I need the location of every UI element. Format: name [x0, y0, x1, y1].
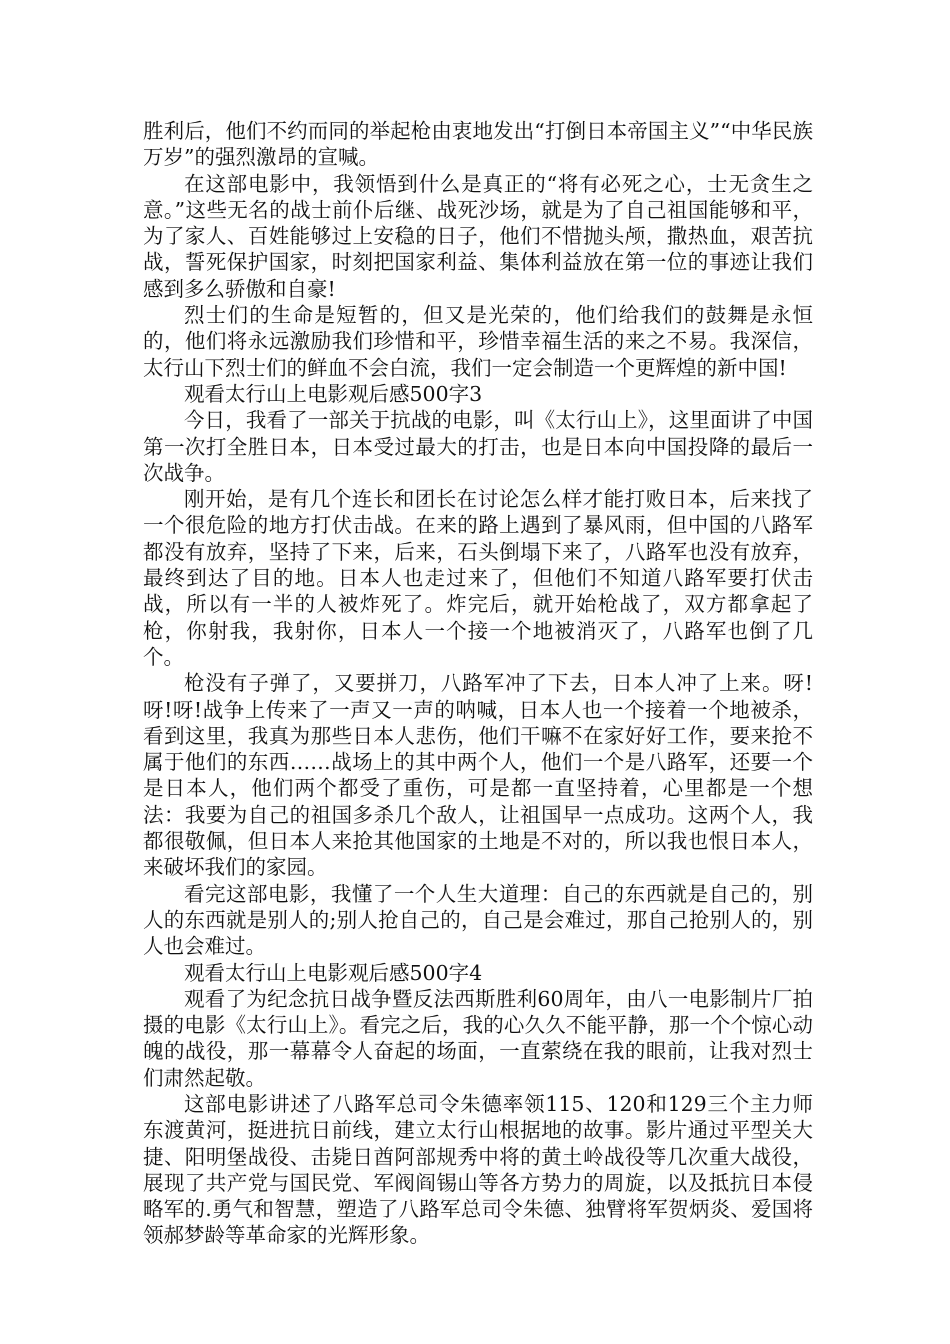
paragraph: 胜利后，他们不约而同的举起枪由衷地发出“打倒日本帝国主义”“中华民族万岁”的强烈激昂的宣喊。 [143, 119, 813, 170]
paragraph: 烈士们的生命是短暂的，但又是光荣的，他们给我们的鼓舞是永恒的，他们将永远激励我们珍惜和平，珍惜幸福生活的来之不易。我深信，太行山下烈士们的鲜血不会白流，我们一定会制造一个更辉煌的新中国! [143, 303, 813, 380]
section-heading: 观看太行山上电影观后感500字4 [184, 960, 483, 985]
document-page [143, 118, 813, 1249]
paragraph: 在这部电影中，我领悟到什么是真正的“将有必死之心，士无贪生之意。”这些无名的战士前仆后继、战死沙场，就是为了自己祖国能够和平，为了家人、百姓能够过上安稳的日子，他们不惜抛头颅，撒热血，艰苦抗战，誓死保护国家，时刻把国家利益、集体利益放在第一位的事迹让我们感到多么骄傲和自豪! [143, 171, 813, 301]
section-heading: 观看太行山上电影观后感500字3 [184, 381, 483, 406]
paragraph: 枪没有子弹了，又要拼刀，八路军冲了下去，日本人冲了上来。呀!呀!呀!战争上传来了一声又一声的呐喊，日本人也一个接着一个地被杀，看到这里，我真为那些日本人悲伤，他们干嘛不在家好好工作，要来抢不属于他们的东西……战场上的其中两个人，他们一个是八路军，还要一个是日本人，他们两个都受了重伤，可是都一直坚持着，心里都是一个想法：我要为自己的祖国多杀几个敌人，让祖国早一点成功。这两个人，我都很敬佩，但日本人来抢其他国家的土地是不对的，所以我也恨日本人，来破坏我们的家园。 [143, 671, 813, 880]
paragraph: 刚开始，是有几个连长和团长在讨论怎么样才能打败日本，后来找了一个很危险的地方打伏击战。在来的路上遇到了暴风雨，但中国的八路军都没有放弃，坚持了下来，后来，石头倒塌下来了，八路军也没有放弃，最终到达了目的地。日本人也走过来了，但他们不知道八路军要打伏击战，所以有一半的人被炸死了。炸完后，就开始枪战了，双方都拿起了枪，你射我，我射你，日本人一个接一个地被消灭了，八路军也倒了几个。 [143, 487, 813, 669]
paragraph: 观看了为纪念抗日战争暨反法西斯胜利60周年，由八一电影制片厂拍摄的电影《太行山上》。看完之后，我的心久久不能平静，那一个个惊心动魄的战役，那一幕幕令人奋起的场面，一直萦绕在我的眼前，让我对烈士们肃然起敬。 [143, 986, 813, 1090]
paragraph: 看完这部电影，我懂了一个人生大道理：自己的东西就是自己的，别人的东西就是别人的;别人抢自己的，自己是会难过，那自己抢别人的，别人也会难过。 [143, 881, 813, 959]
paragraph: 这部电影讲述了八路军总司令朱德率领115、120和129三个主力师东渡黄河，挺进抗日前线，建立太行山根据地的故事。影片通过平型关大捷、阳明堡战役、击毙日酋阿部规秀中将的黄土岭战役等几次重大战役，展现了共产党与国民党、军阀阎锡山等各方势力的周旋，以及抵抗日本侵略军的.勇气和智慧，塑造了八路军总司令朱德、独臂将军贺炳炎、爱国将领郝梦龄等革命家的光辉形象。 [143, 1091, 813, 1248]
paragraph: 今日，我看了一部关于抗战的电影，叫《太行山上》，这里面讲了中国第一次打全胜日本，日本受过最大的打击，也是日本向中国投降的最后一次战争。 [143, 408, 813, 485]
